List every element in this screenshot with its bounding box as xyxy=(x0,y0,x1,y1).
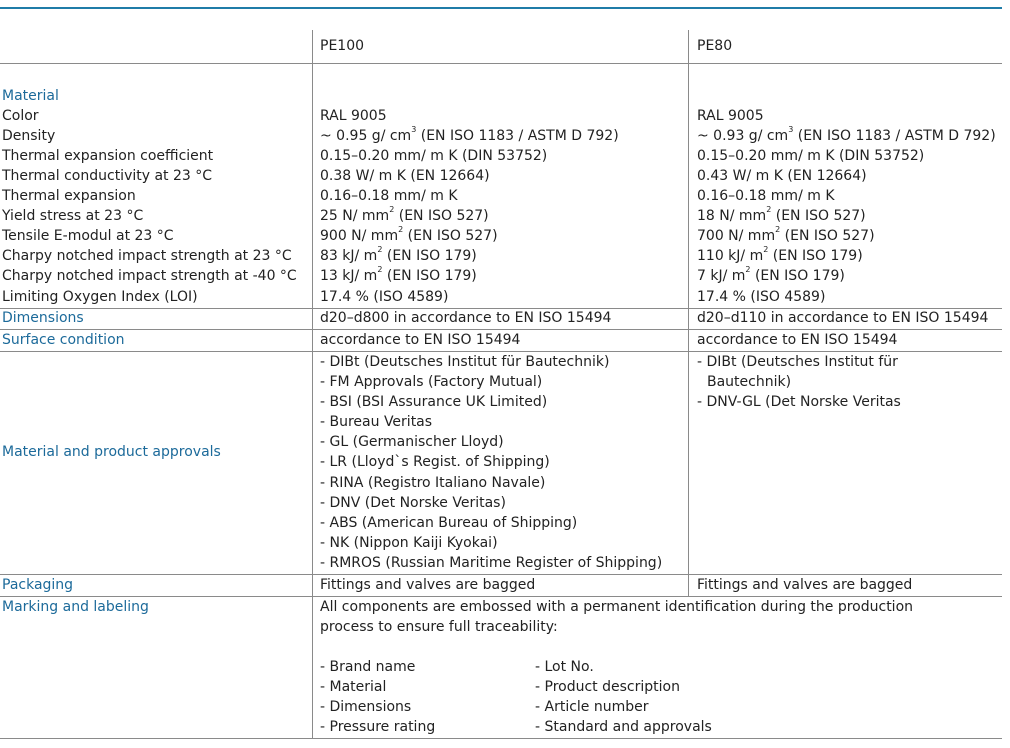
pe100-approval-item: - ABS (American Bureau of Shipping) xyxy=(320,515,578,531)
marking-list-item: - Lot No. xyxy=(535,659,594,675)
marking-intro-line: All components are embossed with a permanent identification during the production xyxy=(320,599,914,615)
row-label-approvals: Material and product approvals xyxy=(2,444,221,460)
row-label-thermal-expansion-coefficient: Thermal expansion coefficient xyxy=(2,148,214,164)
row-label-packaging: Packaging xyxy=(2,577,74,593)
pe100-thermal-expansion: 0.16–0.18 mm/ m K xyxy=(320,188,458,204)
header-divider xyxy=(0,63,1002,64)
top-accent-rule xyxy=(0,7,1002,9)
pe80-yield-stress: 18 N/ $mm^2$ (EN ISO 527) xyxy=(697,205,866,224)
pe100-approval-item: - RINA (Registro Italiano Navale) xyxy=(320,475,546,491)
pe80-approval-item: - DNV-GL (Det Norske Veritas xyxy=(697,394,901,410)
pe100-approval-item: - RMROS (Russian Maritime Register of Shipping) xyxy=(320,555,663,571)
row-label-charpy-23: Charpy notched impact strength at 23 °C xyxy=(2,248,292,264)
column-divider xyxy=(688,30,689,596)
pe100-charpy-minus40: 13 kJ/ $m^2$ (EN ISO 179) xyxy=(320,265,477,284)
row-label-color: Color xyxy=(2,108,39,124)
row-label-thermal-expansion: Thermal expansion xyxy=(2,188,136,204)
pe100-dimensions: d20–d800 in accordance to EN ISO 15494 xyxy=(320,310,612,326)
pe100-approval-item: - Bureau Veritas xyxy=(320,414,433,430)
marking-list-item: - Dimensions xyxy=(320,699,412,715)
marking-list-item: - Pressure rating xyxy=(320,719,436,735)
section-material: Material xyxy=(2,88,59,104)
pe100-thermal-conductivity: 0.38 W/ m K (EN 12664) xyxy=(320,168,490,184)
header-pe80: PE80 xyxy=(697,38,733,54)
column-divider xyxy=(312,30,313,738)
marking-list-item: - Brand name xyxy=(320,659,416,675)
pe100-approval-item: - FM Approvals (Factory Mutual) xyxy=(320,374,543,390)
row-label-loi: Limiting Oxygen Index (LOI) xyxy=(2,289,198,305)
pe80-packaging: Fittings and valves are bagged xyxy=(697,577,913,593)
pe80-charpy-minus40: 7 kJ/ $m^2$ (EN ISO 179) xyxy=(697,265,845,284)
pe100-loi: 17.4 % (ISO 4589) xyxy=(320,289,449,305)
pe100-approval-item: - BSI (BSI Assurance UK Limited) xyxy=(320,394,548,410)
pe80-tensile-e-modul: 700 N/ $mm^2$ (EN ISO 527) xyxy=(697,225,875,244)
row-label-charpy-minus40: Charpy notched impact strength at -40 °C xyxy=(2,268,297,284)
pe100-density: ~ 0.95 g/ $cm^3$ (EN ISO 1183 / ASTM D 792) xyxy=(320,125,619,144)
pe80-thermal-conductivity: 0.43 W/ m K (EN 12664) xyxy=(697,168,867,184)
pe100-approval-item: - NK (Nippon Kaiji Kyokai) xyxy=(320,535,498,551)
pe100-packaging: Fittings and valves are bagged xyxy=(320,577,536,593)
pe80-loi: 17.4 % (ISO 4589) xyxy=(697,289,826,305)
pe100-charpy-23: 83 kJ/ $m^2$ (EN ISO 179) xyxy=(320,245,477,264)
row-label-thermal-conductivity: Thermal conductivity at 23 °C xyxy=(2,168,213,184)
marking-list-item: - Material xyxy=(320,679,387,695)
marking-list-item: - Product description xyxy=(535,679,680,695)
pe80-thermal-expansion: 0.16–0.18 mm/ m K xyxy=(697,188,835,204)
pe100-tensile-e-modul: 900 N/ $mm^2$ (EN ISO 527) xyxy=(320,225,498,244)
pe100-approval-item: - GL (Germanischer Lloyd) xyxy=(320,434,504,450)
pe80-charpy-23: 110 kJ/ $m^2$ (EN ISO 179) xyxy=(697,245,863,264)
pe80-color: RAL 9005 xyxy=(697,108,764,124)
row-label-density: Density xyxy=(2,128,56,144)
marking-list-item: - Standard and approvals xyxy=(535,719,712,735)
pe100-approval-item: - DIBt (Deutsches Institut für Bautechnik) xyxy=(320,354,610,370)
marking-intro-line: process to ensure full traceability: xyxy=(320,619,558,635)
row-label-yield-stress: Yield stress at 23 °C xyxy=(2,208,144,224)
pe80-approval-item: - DIBt (Deutsches Institut für xyxy=(697,354,898,370)
pe100-color: RAL 9005 xyxy=(320,108,387,124)
pe100-thermal-expansion-coefficient: 0.15–0.20 mm/ m K (DIN 53752) xyxy=(320,148,548,164)
row-label-dimensions: Dimensions xyxy=(2,310,84,326)
pe80-density: ~ 0.93 g/ $cm^3$ (EN ISO 1183 / ASTM D 792) xyxy=(697,125,996,144)
row-label-surface-condition: Surface condition xyxy=(2,332,125,348)
pe80-surface-condition: accordance to EN ISO 15494 xyxy=(697,332,898,348)
table-bottom-rule xyxy=(0,738,1002,739)
header-pe100: PE100 xyxy=(320,38,365,54)
row-label-tensile-e-modul: Tensile E-modul at 23 °C xyxy=(2,228,174,244)
pe100-surface-condition: accordance to EN ISO 15494 xyxy=(320,332,521,348)
pe100-approval-item: - DNV (Det Norske Veritas) xyxy=(320,495,506,511)
row-label-marking: Marking and labeling xyxy=(2,599,149,615)
pe80-approval-item: Bautechnik) xyxy=(707,374,792,390)
pe80-dimensions: d20–d110 in accordance to EN ISO 15494 xyxy=(697,310,989,326)
marking-list-item: - Article number xyxy=(535,699,649,715)
pe80-thermal-expansion-coefficient: 0.15–0.20 mm/ m K (DIN 53752) xyxy=(697,148,925,164)
pe100-approval-item: - LR (Lloyd`s Regist. of Shipping) xyxy=(320,454,550,470)
pe100-yield-stress: 25 N/ $mm^2$ (EN ISO 527) xyxy=(320,205,489,224)
